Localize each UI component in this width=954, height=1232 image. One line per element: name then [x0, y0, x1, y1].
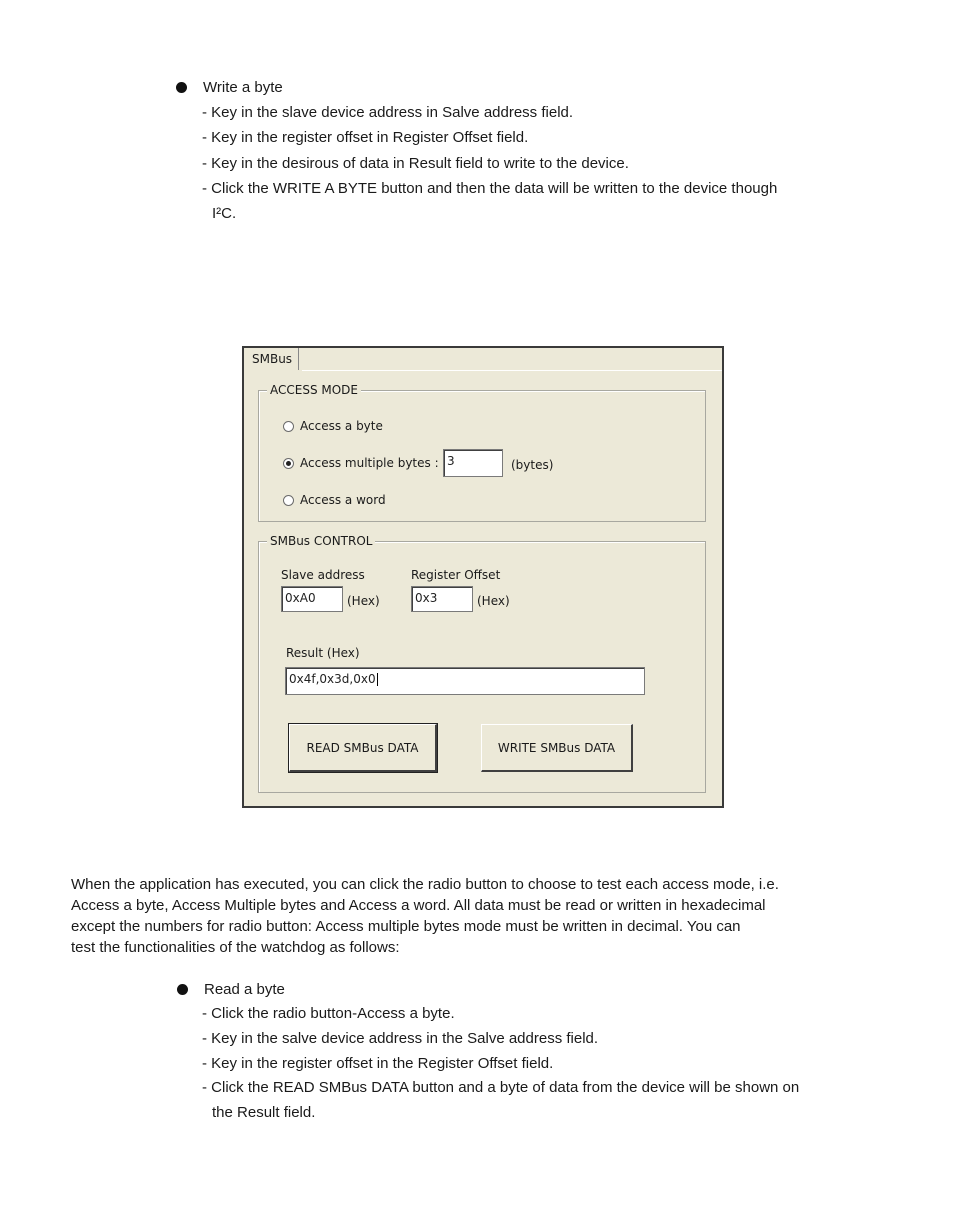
radio-icon: [283, 421, 294, 432]
tab-smbus[interactable]: SMBus: [246, 348, 299, 370]
bytes-count-input[interactable]: 3: [443, 449, 503, 477]
step-text: - Click the READ SMBus DATA button and a byte of data from the device will be shown on: [202, 1079, 800, 1096]
bullet-icon: [176, 82, 187, 93]
radio-label: Access a word: [300, 493, 386, 507]
step-text: - Key in the register offset in the Register Offset field.: [202, 1055, 554, 1072]
read-smbus-data-button[interactable]: READ SMBus DATA: [289, 724, 437, 772]
paragraph-line: test the functionalities of the watchdog as follows:: [71, 939, 400, 956]
bullet-icon: [177, 984, 188, 995]
step-text: - Click the WRITE A BYTE button and then the data will be written to the device though: [202, 180, 778, 197]
paragraph-line: Access a byte, Access Multiple bytes and Access a word. All data must be read or written in hexadecimal: [71, 897, 766, 914]
step-text: - Key in the desirous of data in Result field to write to the device.: [202, 155, 629, 172]
write-smbus-data-button[interactable]: WRITE SMBus DATA: [481, 724, 633, 772]
paragraph-line: When the application has executed, you can click the radio button to choose to test each access mode, i.e.: [71, 876, 779, 893]
smbus-control-group: [258, 534, 706, 793]
smbus-control-title: SMBus CONTROL: [267, 533, 375, 549]
bullet-title: Write a byte: [203, 79, 283, 96]
text-caret-icon: [377, 673, 378, 686]
access-mode-title: ACCESS MODE: [267, 382, 361, 398]
access-mode-group: [258, 383, 706, 522]
step-text: the Result field.: [212, 1104, 316, 1121]
step-text: - Click the radio button-Access a byte.: [202, 1005, 455, 1022]
step-text: I²C.: [212, 205, 237, 222]
register-offset-input[interactable]: 0x3: [411, 586, 473, 612]
paragraph-line: except the numbers for radio button: Access multiple bytes mode must be written in decimal. You can: [71, 918, 741, 935]
bullet-title: Read a byte: [204, 981, 285, 998]
radio-access-multiple[interactable]: [283, 456, 439, 470]
result-value: 0x4f,0x3d,0x0: [289, 672, 376, 686]
slave-address-input[interactable]: 0xA0: [281, 586, 343, 612]
bytes-unit-label: (bytes): [511, 458, 554, 472]
register-offset-unit: (Hex): [477, 594, 510, 608]
smbus-dialog: [242, 346, 724, 808]
result-label: Result (Hex): [286, 646, 360, 660]
explanation-paragraph: [71, 874, 891, 958]
radio-access-byte[interactable]: [283, 419, 383, 433]
step-text: - Key in the salve device address in the Salve address field.: [202, 1030, 599, 1047]
result-input[interactable]: [285, 667, 645, 695]
radio-label: Access a byte: [300, 419, 383, 433]
slave-address-label: Slave address: [281, 568, 365, 582]
radio-selected-icon: [283, 458, 294, 469]
step-text: - Key in the register offset in Register Offset field.: [202, 129, 529, 146]
radio-label: Access multiple bytes :: [300, 456, 439, 470]
slave-address-unit: (Hex): [347, 594, 380, 608]
radio-access-word[interactable]: [283, 493, 386, 507]
register-offset-label: Register Offset: [411, 568, 501, 582]
tab-divider: [302, 370, 722, 371]
step-text: - Key in the slave device address in Salve address field.: [202, 104, 574, 121]
radio-icon: [283, 495, 294, 506]
